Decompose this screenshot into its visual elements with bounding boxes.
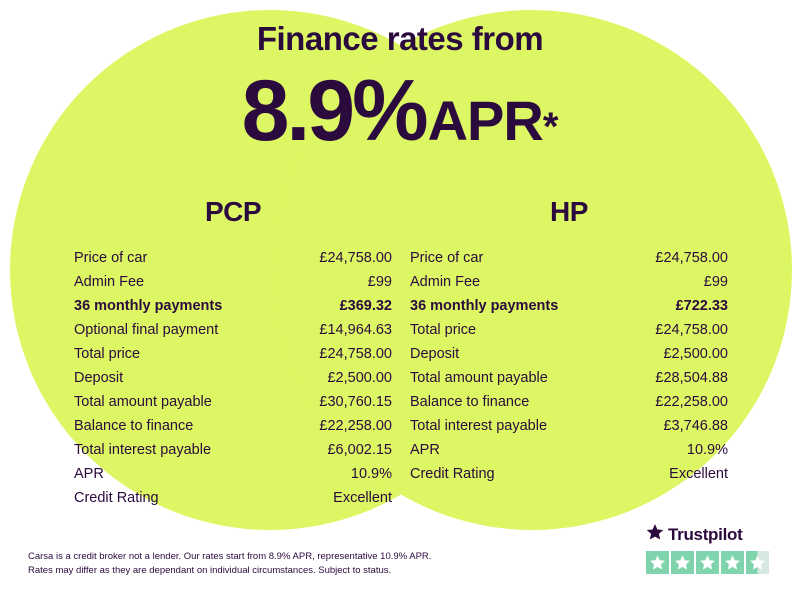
row-value: £2,500.00 <box>327 370 392 386</box>
row-value: Excellent <box>669 466 728 482</box>
finance-column-hp <box>404 196 734 486</box>
row-label: 36 monthly payments <box>410 298 559 314</box>
row-label: APR <box>410 442 440 458</box>
row-value: £99 <box>367 274 392 290</box>
finance-column-pcp <box>68 196 398 510</box>
row-label: Balance to finance <box>410 394 530 410</box>
rating-star-4 <box>721 551 744 574</box>
row-label: Balance to finance <box>74 418 194 434</box>
row-value: £24,758.00 <box>319 250 392 266</box>
row-value: Excellent <box>333 490 392 506</box>
table-row <box>404 414 734 438</box>
table-row <box>404 342 734 366</box>
column-title-hp: HP <box>550 196 588 227</box>
row-label: Total price <box>74 346 141 362</box>
rating-star-1 <box>646 551 669 574</box>
table-row <box>404 390 734 414</box>
headline-rate <box>0 62 800 161</box>
trustpilot-stars <box>646 551 772 574</box>
row-label: Credit Rating <box>410 466 495 482</box>
rate-suffix: APR <box>427 89 543 152</box>
disclaimer-line-2: Rates may differ as they are dependant on individual circumstances. Subject to status. <box>28 565 392 576</box>
trustpilot-star-icon <box>646 523 664 546</box>
table-row <box>68 342 398 366</box>
table-row <box>68 270 398 294</box>
row-label: Total interest payable <box>74 442 212 458</box>
row-value: £24,758.00 <box>319 346 392 362</box>
trustpilot-rating <box>646 523 772 574</box>
table-row <box>404 318 734 342</box>
row-value: £22,258.00 <box>655 394 728 410</box>
row-value: £14,964.63 <box>319 322 392 338</box>
rate-asterisk: * <box>542 105 559 149</box>
table-row <box>68 318 398 342</box>
row-value: 10.9% <box>686 442 728 458</box>
row-label: Deposit <box>410 346 460 362</box>
table-row <box>68 486 398 510</box>
rating-star-3 <box>696 551 719 574</box>
row-label: APR <box>74 466 104 482</box>
table-row <box>68 414 398 438</box>
page-title: Finance rates from <box>256 20 544 57</box>
table-row <box>404 438 734 462</box>
pcp-rows <box>68 246 398 510</box>
row-value: 10.9% <box>350 466 392 482</box>
row-value: £99 <box>703 274 728 290</box>
table-row <box>68 462 398 486</box>
table-row <box>404 246 734 270</box>
row-label: Deposit <box>74 370 124 386</box>
row-value: £24,758.00 <box>655 322 728 338</box>
table-row <box>68 294 398 318</box>
trustpilot-header <box>646 523 772 546</box>
disclaimer <box>28 550 498 578</box>
row-label: Admin Fee <box>410 274 481 290</box>
row-label: 36 monthly payments <box>74 298 223 314</box>
row-value: £3,746.88 <box>663 418 728 434</box>
table-row <box>68 246 398 270</box>
row-value: £28,504.88 <box>655 370 728 386</box>
row-label: Total amount payable <box>410 370 548 386</box>
trustpilot-label: Trustpilot <box>668 524 743 544</box>
row-label: Total price <box>410 322 477 338</box>
row-label: Price of car <box>410 250 484 266</box>
row-value: £24,758.00 <box>655 250 728 266</box>
disclaimer-line-1: Carsa is a credit broker not a lender. Our rates start from 8.9% APR, representative 10.9% APR. <box>28 551 432 562</box>
table-row <box>68 438 398 462</box>
row-value: £22,258.00 <box>319 418 392 434</box>
table-row <box>404 294 734 318</box>
row-label: Optional final payment <box>74 322 219 338</box>
rate-value: 8.9% <box>241 63 426 159</box>
rating-star-2 <box>671 551 694 574</box>
hp-rows <box>404 246 734 486</box>
row-value: £369.32 <box>339 298 392 314</box>
row-value: £722.33 <box>675 298 728 314</box>
row-label: Price of car <box>74 250 148 266</box>
table-row <box>404 270 734 294</box>
table-row <box>68 366 398 390</box>
row-label: Total amount payable <box>74 394 212 410</box>
row-value: £30,760.15 <box>319 394 392 410</box>
row-label: Credit Rating <box>74 490 159 506</box>
table-row <box>404 366 734 390</box>
column-title-pcp: PCP <box>204 196 262 227</box>
table-row <box>68 390 398 414</box>
row-value: £6,002.15 <box>327 442 392 458</box>
row-label: Total interest payable <box>410 418 548 434</box>
table-row <box>404 462 734 486</box>
row-value: £2,500.00 <box>663 346 728 362</box>
row-label: Admin Fee <box>74 274 145 290</box>
rating-star-5-half <box>746 551 769 574</box>
